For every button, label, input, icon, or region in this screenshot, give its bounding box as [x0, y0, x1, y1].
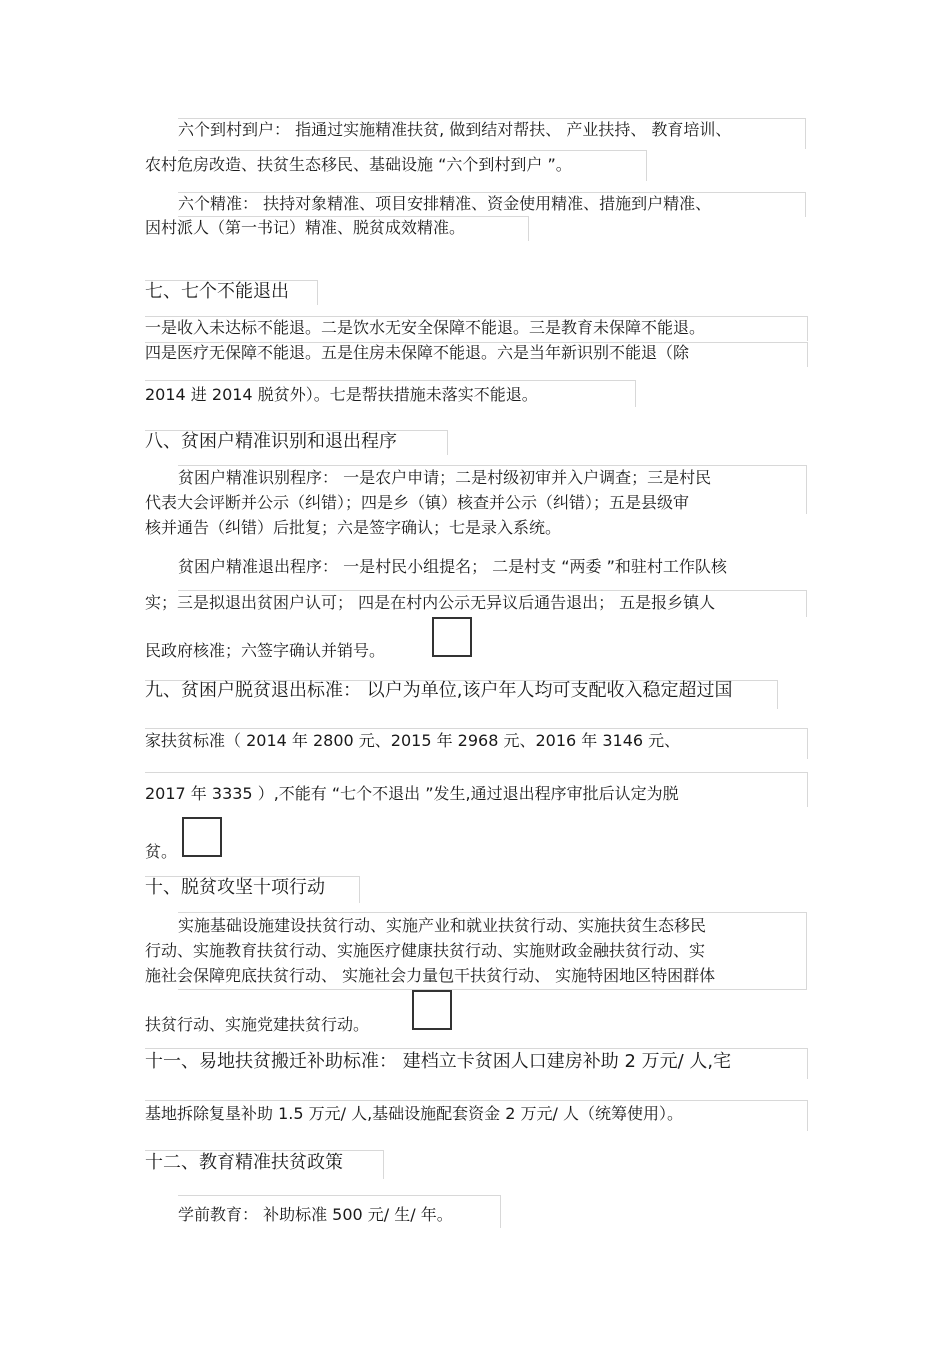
paragraph-line: 贫困户精准识别程序： 一是农户申请；二是村级初审并入户调查；三是村民 [178, 468, 712, 487]
paragraph-line: 学前教育： 补助标准 500 元/ 生/ 年。 [178, 1205, 453, 1224]
paragraph-line: 核并通告（纠错）后批复；六是签字确认；七是录入系统。 [145, 518, 562, 537]
paragraph-line: 基地拆除复垦补助 1.5 万元/ 人,基础设施配套资金 2 万元/ 人（统筹使用）。 [145, 1104, 684, 1123]
paragraph-line: 2014 进 2014 脱贫外）。七是帮扶措施未落实不能退。 [145, 385, 538, 404]
paragraph-line: 贫。 [145, 842, 178, 861]
paragraph-line: 一是收入未达标不能退。二是饮水无安全保障不能退。三是教育未保障不能退。 [145, 318, 706, 337]
paragraph-line: 2017 年 3335 ）,不能有 “七个不退出 ”发生,通过退出程序审批后认定为脱 [145, 784, 679, 803]
paragraph-line: 家扶贫标准（ 2014 年 2800 元、2015 年 2968 元、2016 年 3146 元、 [145, 731, 681, 750]
checkbox-square[interactable] [412, 990, 452, 1030]
paragraph-line: 四是医疗无保障不能退。五是住房未保障不能退。六是当年新识别不能退（除 [145, 343, 690, 362]
paragraph-line: 代表大会评断并公示（纠错）；四是乡（镇）核查并公示（纠错）；五是县级审 [145, 493, 690, 512]
section-heading: 九、贫困户脱贫退出标准： 以户为单位,该户年人均可支配收入稳定超过国 [145, 680, 733, 701]
paragraph-line: 实施基础设施建设扶贫行动、实施产业和就业扶贫行动、实施扶贫生态移民 [178, 916, 707, 935]
paragraph-line: 六个精准： 扶持对象精准、项目安排精准、资金使用精准、措施到户精准、 [178, 194, 712, 213]
paragraph-line: 六个到村到户： 指通过实施精准扶贫, 做到结对帮扶、 产业扶持、 教育培训、 [178, 120, 732, 139]
section-heading: 八、贫困户精准识别和退出程序 [145, 431, 397, 452]
checkbox-square[interactable] [182, 817, 222, 857]
section-heading: 十、脱贫攻坚十项行动 [145, 877, 325, 898]
paragraph-line: 贫困户精准退出程序： 一是村民小组提名； 二是村支 “两委 ”和驻村工作队核 [178, 557, 727, 576]
paragraph-line: 因村派人（第一书记）精准、脱贫成效精准。 [145, 218, 466, 237]
paragraph-line: 扶贫行动、实施党建扶贫行动。 [145, 1015, 370, 1034]
paragraph-line: 民政府核准；六签字确认并销号。 [145, 641, 386, 660]
section-heading: 七、七个不能退出 [145, 281, 289, 302]
paragraph-line: 施社会保障兜底扶贫行动、 实施社会力量包干扶贫行动、 实施特困地区特困群体 [145, 966, 716, 985]
checkbox-square[interactable] [432, 617, 472, 657]
paragraph-line: 行动、实施教育扶贫行动、实施医疗健康扶贫行动、实施财政金融扶贫行动、实 [145, 941, 706, 960]
section-heading: 十一、易地扶贫搬迁补助标准： 建档立卡贫困人口建房补助 2 万元/ 人,宅 [145, 1051, 732, 1072]
paragraph-line: 实；三是拟退出贫困户认可； 四是在村内公示无异议后通告退出； 五是报乡镇人 [145, 593, 716, 612]
paragraph-line: 农村危房改造、扶贫生态移民、基础设施 “六个到村到户 ”。 [145, 155, 572, 174]
section-heading: 十二、教育精准扶贫政策 [145, 1152, 343, 1173]
